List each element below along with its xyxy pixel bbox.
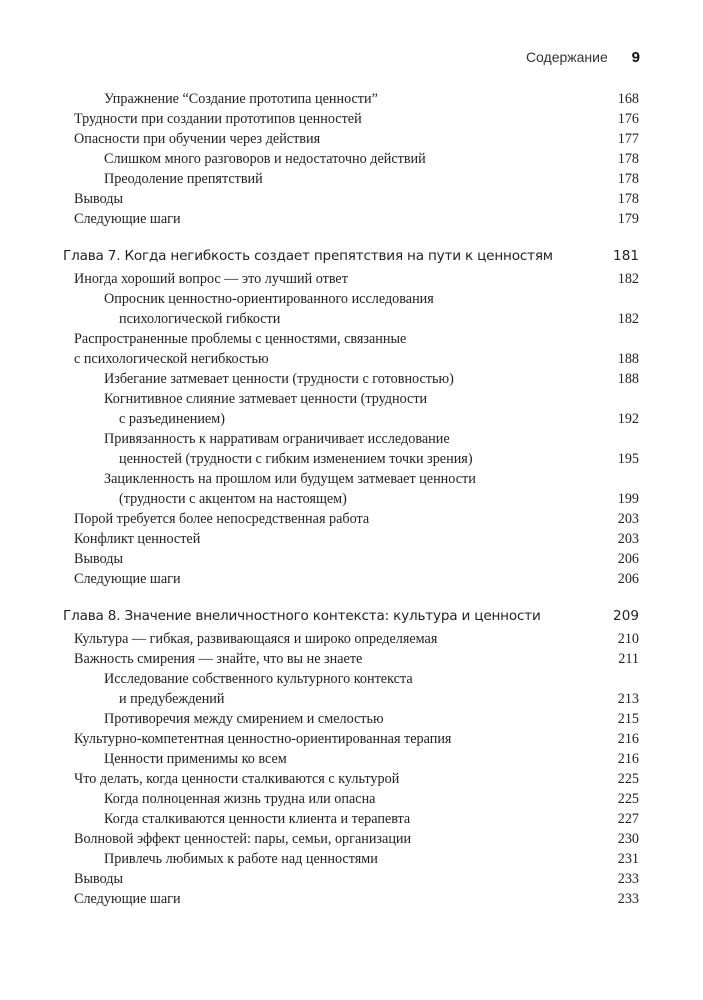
toc-entry-title: Культура — гибкая, развивающаяся и широко определяемая xyxy=(74,631,438,647)
toc-entry xyxy=(63,629,639,649)
toc-entry-title: Опасности при обучении через действия xyxy=(74,131,321,147)
toc-entry xyxy=(63,789,639,809)
chapter-heading xyxy=(63,246,639,266)
toc-entry-title: Важность смирения — знайте, что вы не знаете xyxy=(74,651,363,667)
toc-entry-page: 225 xyxy=(617,791,639,807)
toc-entry-title: Когда полноценная жизнь трудна или опасна xyxy=(104,791,376,807)
toc-entry-title: Иногда хороший вопрос — это лучший ответ xyxy=(74,271,348,287)
toc-entry-page: 182 xyxy=(617,311,639,327)
toc-entry-title: Выводы xyxy=(74,871,124,887)
toc-entry-line2: с психологической негибкостью xyxy=(74,351,269,367)
toc-entry-title: Следующие шаги xyxy=(74,211,181,227)
toc-entry-page: 177 xyxy=(617,131,639,147)
toc-entry-title: Следующие шаги xyxy=(74,891,181,907)
toc-entry-page: 179 xyxy=(617,211,639,227)
toc-entry-page: 206 xyxy=(617,551,639,567)
toc-entry xyxy=(63,809,639,829)
toc-entry-page: 233 xyxy=(617,871,639,887)
toc-entry xyxy=(63,709,639,729)
toc-entry xyxy=(63,369,639,389)
toc-entry xyxy=(63,849,639,869)
toc-entry-page: 168 xyxy=(617,91,639,107)
toc-entry xyxy=(63,129,639,149)
toc-entry xyxy=(63,889,639,909)
toc-entry-title xyxy=(63,389,609,429)
toc-entry-page: 188 xyxy=(617,351,639,367)
toc-entry-page: 227 xyxy=(617,811,639,827)
page-number: 9 xyxy=(631,49,640,66)
toc-entry xyxy=(63,89,639,109)
toc-entry-title: Привлечь любимых к работе над ценностями xyxy=(104,851,378,867)
toc-entry-page: 215 xyxy=(617,711,639,727)
toc-entry-line1: Привязанность к нарративам ограничивает исследование xyxy=(104,431,450,447)
toc-entry-line2: (трудности с акцентом на настоящем) xyxy=(119,491,347,507)
toc-entry-page: 231 xyxy=(617,851,639,867)
toc-entry-title xyxy=(63,289,609,329)
toc-entry-page: 192 xyxy=(617,411,639,427)
toc-entry xyxy=(63,269,639,289)
toc-entry-page: 230 xyxy=(617,831,639,847)
toc-entry xyxy=(63,829,639,849)
toc-entry-line2: психологической гибкости xyxy=(119,311,281,327)
toc-entry-title: Конфликт ценностей xyxy=(74,531,201,547)
chapter-title: Глава 7. Когда негибкость создает препятствия на пути к ценностям xyxy=(63,248,553,264)
toc-entry-title: Слишком много разговоров и недостаточно действий xyxy=(104,151,426,167)
toc-entry-title: Порой требуется более непосредственная работа xyxy=(74,511,370,527)
toc-entry xyxy=(63,769,639,789)
toc-entry-line1: Когнитивное слияние затмевает ценности (трудности xyxy=(104,391,428,407)
toc-entry-page: 178 xyxy=(617,151,639,167)
toc-entry-page: 178 xyxy=(617,171,639,187)
toc-entry-page: 233 xyxy=(617,891,639,907)
toc-entry-line1: Распространенные проблемы с ценностями, связанные xyxy=(74,331,407,347)
chapter-title: Глава 8. Значение внеличностного контекста: культура и ценности xyxy=(63,608,541,624)
toc-entry-page: 188 xyxy=(617,371,639,387)
toc-entry-title: Преодоление препятствий xyxy=(104,171,263,187)
toc-entry-line2: и предубеждений xyxy=(119,691,225,707)
toc-entry xyxy=(63,669,639,709)
toc-entry-title: Упражнение “Создание прототипа ценности” xyxy=(104,91,378,107)
toc-entry-title xyxy=(63,329,609,369)
toc-entry-title: Что делать, когда ценности сталкиваются с культурой xyxy=(74,771,400,787)
toc-entry-title: Выводы xyxy=(74,191,124,207)
toc-entry-title: Избегание затмевает ценности (трудности с готовностью) xyxy=(104,371,454,387)
running-head xyxy=(0,49,640,66)
toc-entry xyxy=(63,429,639,469)
toc-entry-line1: Опросник ценностно-ориентированного исследования xyxy=(104,291,434,307)
toc-entry xyxy=(63,509,639,529)
toc-entry-title xyxy=(63,469,609,509)
toc-entry-page: 216 xyxy=(617,731,639,747)
running-head-section: Содержание xyxy=(525,49,608,65)
toc-entry-title: Ценности применимы ко всем xyxy=(104,751,287,767)
toc-entry xyxy=(63,869,639,889)
toc-entry xyxy=(63,189,639,209)
toc-entry-title: Когда сталкиваются ценности клиента и терапевта xyxy=(104,811,411,827)
toc-entry xyxy=(63,169,639,189)
toc-entry xyxy=(63,469,639,509)
toc-entry-title xyxy=(63,669,609,709)
toc-entry xyxy=(63,749,639,769)
chapter-page: 181 xyxy=(613,248,639,264)
toc-entry-title: Волновой эффект ценностей: пары, семьи, организации xyxy=(74,831,412,847)
toc-entry-line2: ценностей (трудности с гибким изменением точки зрения) xyxy=(119,451,473,467)
toc-entry-page: 225 xyxy=(617,771,639,787)
toc-entry xyxy=(63,549,639,569)
toc-entry xyxy=(63,529,639,549)
toc-entry xyxy=(63,109,639,129)
toc-entry-page: 176 xyxy=(617,111,639,127)
toc-entry xyxy=(63,329,639,369)
toc-entry-page: 199 xyxy=(617,491,639,507)
toc-entry xyxy=(63,289,639,329)
toc-entry-title: Выводы xyxy=(74,551,124,567)
toc-entry-page: 178 xyxy=(617,191,639,207)
toc-entry-page: 203 xyxy=(617,511,639,527)
toc-entry xyxy=(63,149,639,169)
toc-entry-title: Следующие шаги xyxy=(74,571,181,587)
toc-entry-title xyxy=(63,429,609,469)
toc-entry-page: 182 xyxy=(617,271,639,287)
toc-entry xyxy=(63,649,639,669)
toc-entry-line1: Исследование собственного культурного контекста xyxy=(104,671,413,687)
toc-entry xyxy=(63,209,639,229)
toc-entry xyxy=(63,569,639,589)
toc-entry-page: 203 xyxy=(617,531,639,547)
toc-entry-page: 211 xyxy=(618,651,639,667)
toc-entry-page: 216 xyxy=(617,751,639,767)
toc-entry-title: Трудности при создании прототипов ценностей xyxy=(74,111,362,127)
toc-entry-page: 210 xyxy=(617,631,639,647)
toc-entry-line1: Зацикленность на прошлом или будущем затмевает ценности xyxy=(104,471,476,487)
toc-entry-title: Культурно-компетентная ценностно-ориентированная терапия xyxy=(74,731,452,747)
toc-entry xyxy=(63,729,639,749)
toc-entry-page: 195 xyxy=(617,451,639,467)
toc-entry-title: Противоречия между смирением и смелостью xyxy=(104,711,384,727)
toc-entry-line2: с разъединением) xyxy=(119,411,225,427)
chapter-page: 209 xyxy=(613,608,639,624)
toc-entry-page: 213 xyxy=(617,691,639,707)
toc-entry xyxy=(63,389,639,429)
toc-entry-page: 206 xyxy=(617,571,639,587)
table-of-contents xyxy=(63,89,639,909)
chapter-heading xyxy=(63,606,639,626)
